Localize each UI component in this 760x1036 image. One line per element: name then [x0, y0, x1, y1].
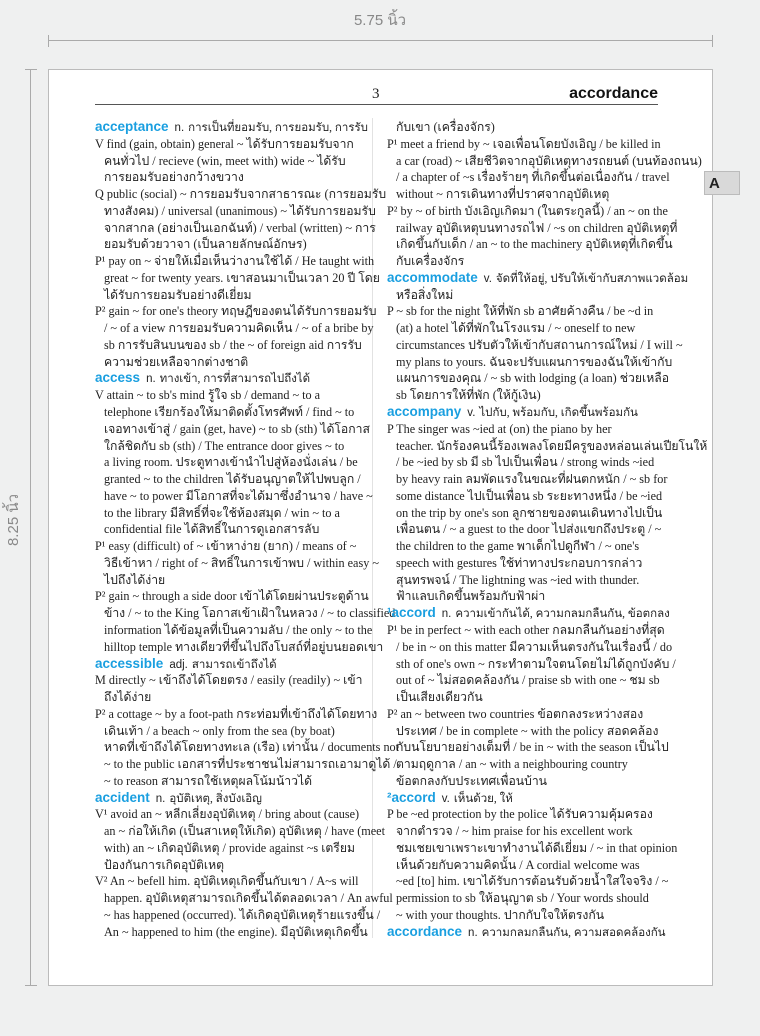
- continuation-line: some distance ไปเป็นเพื่อน sb ระยะทางหนึ่ง / be ~ied: [396, 488, 663, 503]
- sense-line: P¹ easy (difficult) of ~ เข้าหาง่าย (ยาก) / means of ~: [95, 539, 357, 554]
- continuation-line: ~ to reason สามารถใช้เหตุผลโน้มน้าวได้: [104, 773, 313, 788]
- sense-line: Q public (social) ~ การยอมรับจากสาธารณะ (การยอมรับ: [95, 187, 387, 202]
- headword: accommodate: [387, 269, 478, 285]
- continuation-line: ~ed [to] him. เขาได้รับการต้อนรับด้วยน้ำใสใจจริง / ~: [396, 874, 669, 889]
- part-of-speech: n.: [155, 792, 166, 805]
- definition: ไปกับ, พร้อมกับ, เกิดขึ้นพร้อมกัน: [479, 407, 638, 420]
- continuation-line: กับเครื่องจักร: [396, 254, 465, 269]
- definition: จัดที่ให้อยู่, ปรับให้เข้ากับสภาพแวดล้อม: [495, 272, 689, 285]
- continuation-line: hilltop temple ทางเดียวที่ขึ้นไปถึงโบสถ์ที่อยู่บนยอดเขา: [104, 639, 384, 654]
- sense-line: P² gain ~ for one's theory ทฤษฎีของตนได้รับการยอมรับ: [95, 304, 377, 319]
- continuation-line: การยอมรับอย่างกว้างขวาง: [104, 170, 244, 185]
- continuation-line: sb โดยการให้ที่พัก (ให้กู้เงิน): [396, 388, 541, 403]
- headword: accompany: [387, 404, 462, 420]
- part-of-speech: v.: [467, 407, 476, 420]
- continuation-line: with) an ~ เกิดอุบัติเหตุ / provide against ~s เตรียม: [104, 840, 356, 855]
- continuation-line: by heavy rain ลมพัดแรงในขณะที่ฝนตกหนัก / ~ sb for: [396, 472, 668, 487]
- continuation-line: without ~ การเดินทางที่ปราศจากอุบัติเหตุ: [396, 187, 610, 202]
- sense-line: V² An ~ befell him. อุบัติเหตุเกิดขึ้นกับเขา / A~s will: [95, 874, 359, 889]
- continuation-line: to the library มีสิทธิ์ที่จะใช้ห้องสมุด / win ~ to a: [104, 505, 340, 520]
- entry-headword-line: [387, 404, 659, 421]
- continuation-line: ข้าง / ~ to the King โอกาสเข้าเฝ้าในหลวง / ~ to classified: [104, 606, 396, 621]
- sense-line: P¹ be in perfect ~ with each other กลมกลืนกันอย่างที่สุด: [387, 622, 665, 637]
- part-of-speech: n.: [146, 373, 156, 386]
- height-dimension-label: 8.25 นิ้ว: [1, 485, 25, 555]
- continuation-line: (at) a hotel ได้ที่พักในโรงแรม / ~ oneself to new: [396, 321, 636, 336]
- entry-headword-line: [95, 370, 359, 387]
- continuation-line: สุนทรพจน์ / The lightning was ~ied with thunder.: [396, 572, 640, 587]
- part-of-speech: v.: [441, 792, 450, 805]
- right-column: [387, 119, 708, 941]
- continuation-line: telephone เรียกร้องให้มาติดตั้งโทรศัพท์ / find ~ to: [104, 405, 355, 420]
- part-of-speech: n.: [468, 926, 478, 939]
- definition: สามารถเข้าถึงได้: [191, 658, 277, 671]
- continuation-line: / a chapter of ~s เรื่องร้ายๆ ที่เกิดขึ้นต่อเนื่องกัน / travel: [396, 170, 670, 185]
- headword: ¹accord: [387, 605, 436, 621]
- continuation-line: ใกล้ชิดกับ sb (sth) / The entrance door gives ~ to: [104, 438, 345, 453]
- width-dimension-label: 5.75 นิ้ว: [353, 12, 407, 29]
- continuation-line: ~ has happened (occurred). ได้เกิดอุบัติเหตุร้ายแรงขึ้น /: [104, 907, 381, 922]
- continuation-line: out of ~ ไม่สอดคล้องกัน / praise sb with one ~ ชม sb: [396, 673, 660, 688]
- part-of-speech: v.: [483, 272, 492, 285]
- continuation-line: คนทั่วไป / recieve (win, meet with) wide ~ ได้รับ: [104, 153, 346, 168]
- sense-line: P¹ meet a friend by ~ เจอเพื่อนโดยบังเอิญ / be killed in: [387, 136, 661, 151]
- continuation-line: ถึงได้ง่าย: [104, 690, 152, 705]
- left-column: [95, 119, 400, 941]
- part-of-speech: adj.: [169, 658, 188, 671]
- continuation-line: กับเขา (เครื่องจักร): [396, 120, 495, 134]
- continuation-line: / ~ of a view การยอมรับความคิดเห็น / ~ of a bribe by: [104, 321, 374, 336]
- entry-headword-line: [95, 790, 359, 807]
- continuation-line: ความช่วยเหลือจากต่างชาติ: [104, 354, 249, 369]
- height-dimension-line: [30, 69, 31, 986]
- definition: เห็นด้วย, ให้: [453, 792, 513, 805]
- continuation-line: great ~ for twenty years. เขาสอนมาเป็นเวลา 20 ปี โดย: [104, 270, 380, 285]
- entry-headword-line: [95, 119, 368, 136]
- continuation-line: เพื่อนตน / ~ a guest to the door ไปส่งแขกถึงประตู / ~: [396, 522, 662, 537]
- continuation-line: happen. อุบัติเหตุสามารถเกิดขึ้นได้ตลอดเวลา / An awful: [104, 891, 393, 906]
- continuation-line: ชมเชยเขาเพราะเขาทำงานได้ดีเยี่ยม / ~ in that opinion: [396, 840, 678, 855]
- sense-line: P² a cottage ~ by a foot-path กระท่อมที่เข้าถึงได้โดยทาง: [95, 706, 378, 721]
- thumb-index-tab: A: [704, 171, 740, 195]
- headword: acceptance: [95, 119, 169, 134]
- headword: ²accord: [387, 789, 436, 805]
- continuation-line: a living room. ประตูทางเข้านำไปสู่ห้องนั่งเล่น / be: [104, 455, 358, 470]
- continuation-line: ข้อตกลงกับประเทศเพื่อนบ้าน: [396, 773, 548, 788]
- sense-line: M directly ~ เข้าถึงได้โดยตรง / easily (readily) ~ เข้า: [95, 673, 363, 688]
- definition: อุบัติเหตุ, สิ่งบังเอิญ: [169, 792, 262, 805]
- column-divider: [372, 118, 373, 938]
- continuation-line: หรือสิ่งใหม่: [396, 287, 454, 302]
- continuation-line: เกิดขึ้นกับเด็ก / an ~ to the machinery อุบัติเหตุที่เกิดขึ้น: [396, 237, 673, 252]
- entry-headword-line: [387, 923, 666, 941]
- definition: ความกลมกลืนกัน, ความสอดคล้องกัน: [481, 926, 666, 939]
- continuation-line: a car (road) ~ เสียชีวิตจากอุบัติเหตุทางรถยนต์ (บนท้องถนน): [396, 153, 702, 168]
- continuation-line: teacher. นักร้องคนนี้ร้องเพลงโดยมีครูของหล่อนเล่นเปียโนให้: [396, 438, 708, 453]
- sense-line: P ~ sb for the night ให้ที่พัก sb อาศัยค้างคืน / be ~d in: [387, 304, 654, 319]
- continuation-line: ทางสังคม) / universal (unanimous) ~ ได้รับการยอมรับ: [104, 203, 376, 218]
- continuation-line: permission to sb ให้อนุญาต sb / Your words should: [396, 891, 649, 906]
- continuation-line: circumstances ปรับตัวให้เข้ากับสถานการณ์ใหม่ / I will ~: [396, 337, 683, 352]
- headword: accordance: [387, 923, 463, 939]
- continuation-line: my plans to yours. ฉันจะปรับแผนการของฉันให้เข้ากับ: [396, 354, 673, 369]
- sense-line: V¹ avoid an ~ หลีกเลี่ยงอุบัติเหตุ / bring about (cause): [95, 807, 360, 822]
- headword: accident: [95, 789, 150, 805]
- continuation-line: / be in ~ on this matter มีความเห็นตรงกันในเรื่องนี้ / do: [396, 639, 673, 654]
- continuation-line: ตามฤดูกาล / an ~ with a neighbouring country: [396, 757, 628, 772]
- width-dimension-line: [48, 40, 713, 41]
- continuation-line: จากสากล (อย่างเป็นเอกฉันท์) / verbal (written) ~ การ: [104, 220, 376, 235]
- continuation-line: sth of one's own ~ กระทำตามใจตนโดยไม่ได้ถูกบังคับ /: [396, 656, 676, 671]
- sense-line: P² an ~ between two countries ข้อตกลงระหว่างสอง: [387, 706, 644, 721]
- part-of-speech: n.: [174, 122, 185, 134]
- continuation-line: เดินเท้า / a beach ~ only from the sea (by boat): [104, 723, 335, 738]
- continuation-line: เจอทางเข้าสู่ / gain (get, have) ~ to sb (sth) ได้โอกาส: [104, 421, 370, 436]
- continuation-line: information ได้ข้อมูลที่เป็นความลับ / the only ~ to the: [104, 622, 373, 637]
- continuation-line: speech with gestures ใช้ท่าทางประกอบการกล่าว: [396, 555, 643, 570]
- continuation-line: จากตำรวจ / ~ him praise for his excellent work: [396, 824, 633, 839]
- entry-headword-line: [387, 605, 670, 622]
- continuation-line: แผนการของคุณ / ~ sb with lodging (a loan) ช่วยเหลือ: [396, 371, 670, 386]
- headword: access: [95, 370, 141, 386]
- headword: accessible: [95, 655, 164, 671]
- continuation-line: ไปถึงได้ง่าย: [104, 572, 166, 587]
- continuation-line: ป้องกันการเกิดอุบัติเหตุ: [104, 857, 225, 872]
- continuation-line: หาดที่เข้าถึงได้โดยทางทะเล (เรือ) เท่านั้น / documents not: [104, 740, 400, 755]
- continuation-line: railway อุบัติเหตุบนทางรถไฟ / ~s on children อุบัติเหตุที่: [396, 220, 678, 235]
- part-of-speech: n.: [441, 608, 452, 621]
- definition: ทางเข้า, การที่สามารถไปถึงได้: [159, 373, 311, 386]
- header-rule: [95, 104, 658, 105]
- continuation-line: sb การรับสินบนของ sb / the ~ of foreign aid การรับ: [104, 337, 362, 352]
- continuation-line: / be ~ied by sb มี sb ไปเป็นเพื่อน / strong winds ~ied: [396, 455, 655, 470]
- continuation-line: have ~ to power มีโอกาสที่จะได้มาซึ่งอำนาจ / have ~: [104, 488, 373, 503]
- entry-headword-line: [387, 790, 659, 807]
- sense-line: V find (gain, obtain) general ~ ได้รับการยอมรับจาก: [95, 136, 354, 151]
- continuation-line: An ~ happened to him (the engine). มีอุบัติเหตุเกิดขึ้น: [104, 924, 368, 939]
- definition: ความเข้ากันได้, ความกลมกลืนกัน, ข้อตกลง: [455, 608, 670, 621]
- continuation-line: ประเทศ / be in complete ~ with the policy สอดคล้อง: [396, 723, 659, 738]
- sense-line: P² by ~ of birth บังเอิญเกิดมา (ในตระกูลนี้) / an ~ on the: [387, 203, 668, 218]
- continuation-line: กับนโยบายอย่างเต็มที่ / be in ~ with the season เป็นไป: [396, 740, 669, 755]
- sense-line: P be ~ed protection by the police ได้รับความคุ้มครอง: [387, 807, 653, 822]
- entry-headword-line: [387, 269, 689, 287]
- definition: การเป็นที่ยอมรับ, การยอมรับ, การรับ: [188, 122, 368, 134]
- continuation-line: วิธีเข้าหา / right of ~ สิทธิ์ในการเข้าพบ / within easy ~: [104, 555, 379, 570]
- sense-line: P The singer was ~ied at (on) the piano by her: [387, 421, 612, 436]
- page-number: 3: [372, 86, 380, 102]
- continuation-line: the children to the game พาเด็กไปดูกีฬา / ~ one's: [396, 539, 640, 554]
- continuation-line: an ~ ก่อให้เกิด (เป็นสาเหตุให้เกิด) อุบัติเหตุ / have (meet: [104, 824, 385, 839]
- continuation-line: ได้รับการยอมรับอย่างดีเยี่ยม: [104, 287, 252, 302]
- continuation-line: confidential file ได้สิทธิ์ในการดูเอกสารลับ: [104, 522, 320, 537]
- sense-line: P¹ pay on ~ จ่ายให้เมื่อเห็นว่างานใช้ได้ / He taught with: [95, 254, 375, 269]
- continuation-line: เป็นเสียงเดียวกัน: [396, 690, 483, 705]
- continuation-line: granted ~ to the children ได้รับอนุญาตให้ไปพบลูก /: [104, 472, 361, 487]
- continuation-line: เห็นด้วยกับความคิดนั้น / A cordial welcome was: [396, 857, 640, 872]
- continuation-line: ฟ้าแลบเกิดขึ้นพร้อมกับฟ้าผ่า: [396, 589, 546, 604]
- sense-line: V attain ~ to sb's mind รู้ใจ sb / demand ~ to a: [95, 388, 321, 403]
- continuation-line: ~ with your thoughts. ปากกับใจให้ตรงกัน: [396, 907, 605, 922]
- entry-headword-line: [95, 656, 359, 673]
- continuation-line: ยอมรับด้วยวาจา (เป็นลายลักษณ์อักษร): [104, 237, 307, 252]
- continuation-line: on the trip by one's son ลูกชายของตนเดินทางไปเป็น: [396, 505, 663, 520]
- sense-line: P² gain ~ through a side door เข้าได้โดยผ่านประตูด้าน: [95, 589, 369, 604]
- running-head: accordance: [569, 85, 658, 102]
- continuation-line: ~ to the public เอกสารที่ประชาชนไม่สามารถเอามาดูได้ /: [104, 757, 397, 772]
